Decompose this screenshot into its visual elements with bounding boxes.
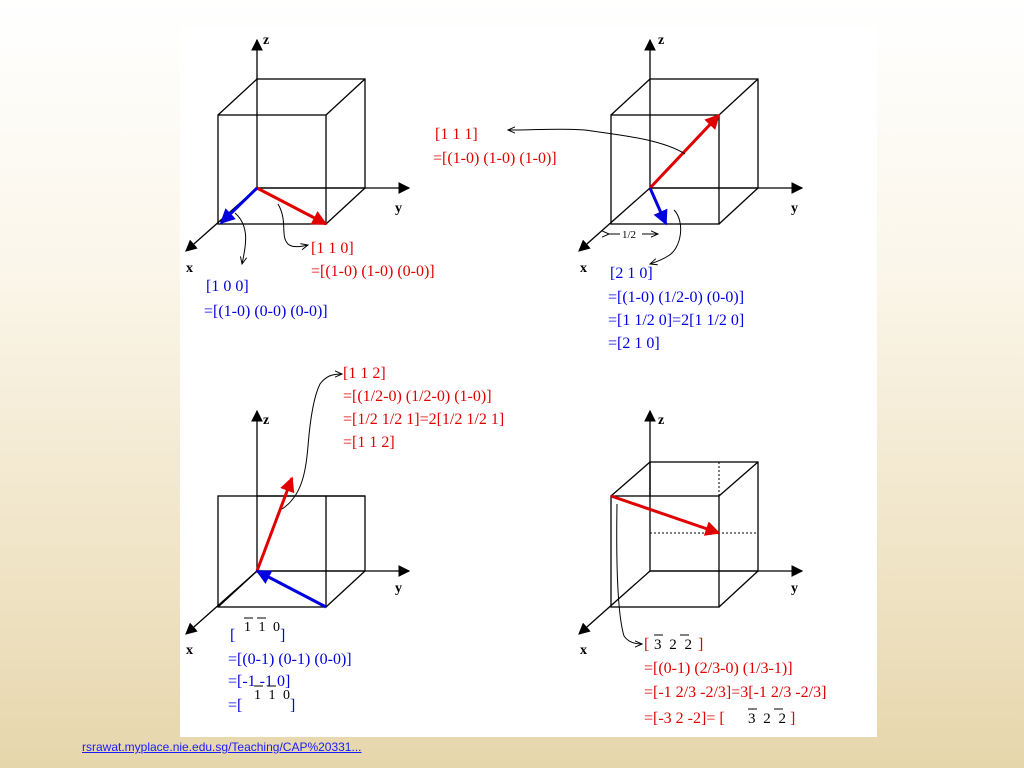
panel-4-red-line: =[(0-1) (2/3-0) (1/3-1)]	[644, 660, 793, 677]
x-axis	[579, 188, 650, 251]
panel-1-red-arrow	[257, 188, 326, 224]
panel-1-blue-pointer	[235, 213, 246, 264]
z-axis-label: z	[263, 33, 270, 48]
panel-3-blue-bracket: [	[230, 627, 236, 644]
panel-4-red-arrow	[611, 496, 719, 533]
panel-2-red-arrow	[650, 115, 719, 188]
panel-1-cube	[186, 40, 409, 251]
panel-2-blue-line: =[2 1 0]	[608, 335, 660, 352]
x-axis-label: x	[186, 261, 193, 276]
panel-3-blue-line: =[-1 -1 0]	[228, 673, 291, 690]
panel-3-blue-bracket: =[	[228, 697, 243, 714]
x-axis-label: x	[580, 643, 587, 658]
y-axis-label: y	[395, 581, 402, 596]
panel-3-blue-indices: 1 1 0	[244, 620, 282, 635]
panel-1-blue-line: [1 0 0]	[206, 278, 249, 295]
z-axis-label: z	[658, 413, 665, 428]
x-axis-label: x	[580, 261, 587, 276]
panel-3-red-line: =[1/2 1/2 1]=2[1/2 1/2 1]	[343, 411, 505, 428]
x-axis	[579, 571, 650, 634]
panel-3-red-line: [1 1 2]	[343, 365, 386, 382]
y-axis-label: y	[395, 201, 402, 216]
panel-3-blue-indices: 1 1 0	[254, 688, 292, 703]
panel-4-red-pointer	[617, 504, 642, 644]
z-axis-label: z	[658, 33, 665, 48]
panel-1-red-pointer	[278, 204, 308, 247]
panel-4-red-indices: 3 2 2	[654, 637, 694, 653]
panel-3-blue-bracket: ]	[290, 697, 296, 714]
panel-4-red-bracket: ]	[698, 636, 704, 653]
panel-4-red-bracket: ]	[790, 710, 796, 727]
x-axis-label: x	[186, 643, 193, 658]
panel-2-blue-arrow	[650, 188, 666, 224]
panel-3-blue-line: =[(0-1) (0-1) (0-0)]	[228, 651, 352, 668]
y-axis-label: y	[791, 201, 798, 216]
panel-2-red-line: =[(1-0) (1-0) (1-0)]	[433, 150, 557, 167]
panel-2-blue-line: [2 1 0]	[610, 265, 653, 282]
panel-3-red-arrow	[257, 478, 292, 571]
panel-1-red-line: =[(1-0) (1-0) (0-0)]	[311, 263, 435, 280]
panel-3-blue-arrow	[257, 571, 326, 607]
panel-4-red-line: =[-3 2 -2]= [	[644, 710, 725, 727]
panel-4-red-indices: 3 2 2	[748, 711, 788, 727]
source-link[interactable]: rsrawat.myplace.nie.edu.sg/Teaching/CAP%20331...	[82, 740, 362, 754]
panel-3-red-line: =[1 1 2]	[343, 434, 395, 451]
panel-2-dimension-label: 1/2	[622, 229, 637, 241]
z-axis-label: z	[263, 413, 270, 428]
panel-3-red-line: =[(1/2-0) (1/2-0) (1-0)]	[343, 388, 492, 405]
panel-4-red-line: =[-1 2/3 -2/3]=3[-1 2/3 -2/3]	[644, 684, 827, 701]
crystal-directions-figure	[180, 26, 877, 737]
y-axis-label: y	[791, 581, 798, 596]
panel-2-blue-pointer	[650, 210, 681, 264]
panel-1-red-line: [1 1 0]	[311, 240, 354, 257]
panel-2-red-line: [1 1 1]	[435, 126, 478, 143]
panel-3-red-pointer	[282, 374, 342, 509]
panel-2-blue-line: =[1 1/2 0]=2[1 1/2 0]	[608, 312, 745, 329]
panel-1-blue-line: =[(1-0) (0-0) (0-0)]	[204, 303, 328, 320]
panel-4-red-bracket: [	[644, 636, 650, 653]
panel-2-blue-line: =[(1-0) (1/2-0) (0-0)]	[608, 289, 745, 306]
panel-3-blue-bracket: ]	[280, 627, 286, 644]
